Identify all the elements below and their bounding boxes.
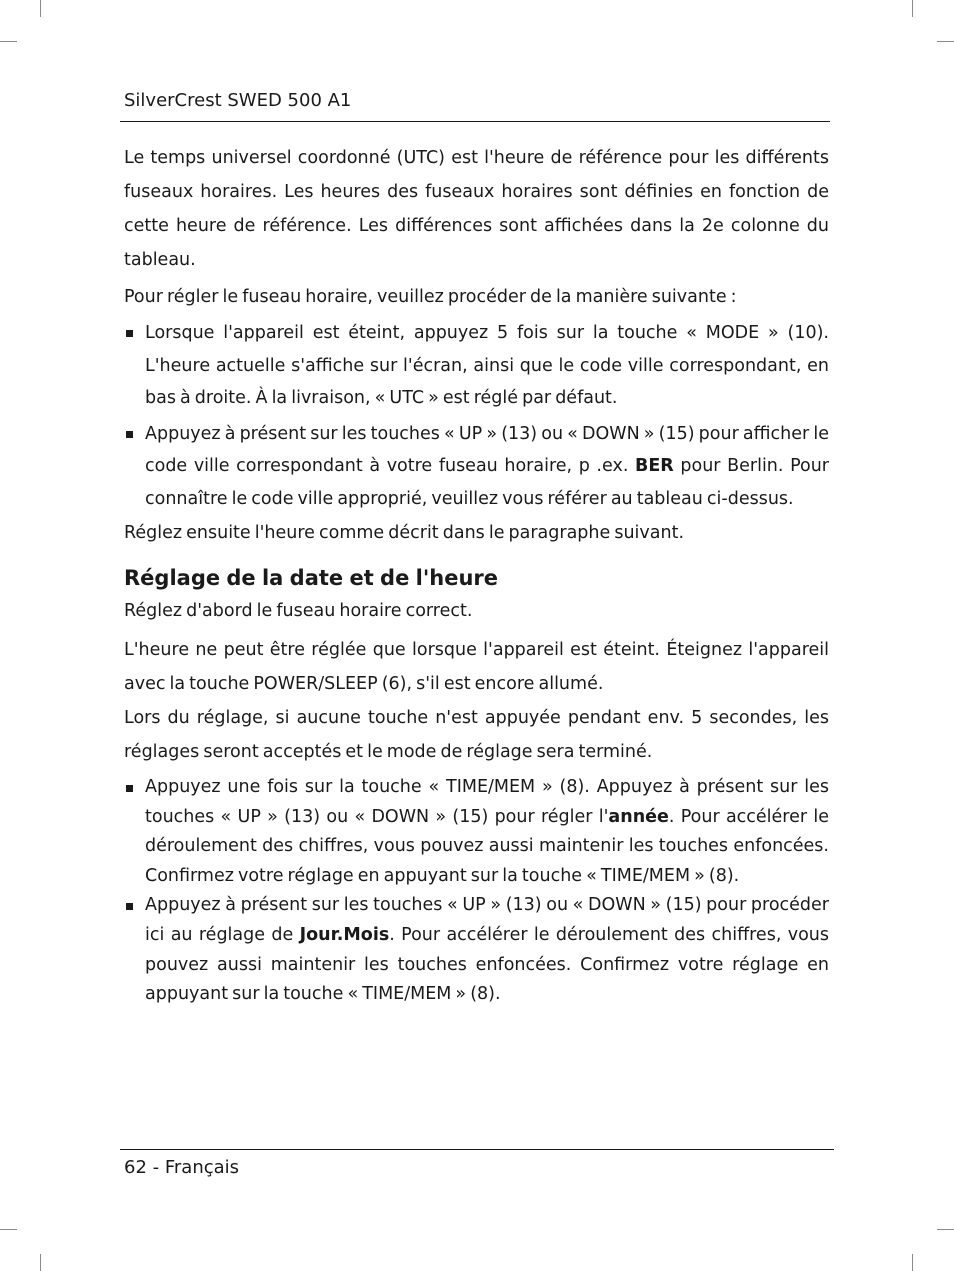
list-item-text: Appuyez à présent sur les touches « UP » (13) ou « DOWN » (15) pour procéder ici au réglage de — [145, 895, 829, 945]
crop-mark-top-right — [912, 0, 913, 17]
section-paragraph: L'heure ne peut être réglée que lorsque l'appareil est éteint. Éteignez l'appareil avec la touche POWER/SLEEP (6), s'il est encore allumé. — [124, 640, 829, 694]
timezone-steps-list — [124, 317, 829, 515]
list-item-text: . Pour accélérer le déroulement des chiffres, vous pouvez aussi maintenir les touches enfoncées. Confirmez votre réglage en appuyant sur la touche « TIME/MEM » (8). — [145, 924, 830, 1005]
bullet-square-icon — [126, 330, 133, 337]
crop-mark-left-lower — [0, 1229, 17, 1230]
page-header-title: SilverCrest SWED 500 A1 — [124, 90, 352, 111]
list-item — [124, 317, 829, 415]
page-body — [124, 141, 829, 1010]
crop-mark-right-upper — [937, 41, 954, 42]
crop-mark-left-upper — [0, 41, 17, 42]
bullet-square-icon — [126, 903, 133, 910]
list-item-text: Appuyez une fois sur la touche « TIME/MEM » (8). Appuyez à présent sur les touches « UP » (13) ou « DOWN » (15) pour régler l' — [145, 777, 829, 827]
list-item — [124, 891, 829, 1009]
list-item-text: . Pour accélérer le déroulement des chiffres, vous pouvez aussi maintenir les touches enfoncées. Confirmez votre réglage en appuyant sur la touche « TIME/MEM » (8). — [145, 806, 829, 886]
section-paragraph: Réglez d'abord le fuseau horaire correct. — [124, 601, 473, 621]
after-steps-paragraph: Réglez ensuite l'heure comme décrit dans le paragraphe suivant. — [124, 523, 685, 543]
list-item-text: Lorsque l'appareil est éteint, appuyez 5 fois sur la touche « MODE » (10). L'heure actuelle s'affiche sur l'écran, ainsi que le code ville correspondant, en bas à droite. À la livraison, « UTC » est réglé par défaut. — [145, 323, 829, 408]
list-item-text: pour Berlin. Pour connaître le code ville approprié, veuillez vous référer au tableau ci-dessus. — [145, 456, 829, 509]
bullet-square-icon — [126, 785, 133, 792]
header-rule — [120, 121, 830, 122]
day-month-emphasis: Jour.Mois — [299, 924, 390, 945]
section-paragraph: Lors du réglage, si aucune touche n'est appuyée pendant env. 5 secondes, les réglages seront acceptés et le mode de réglage sera terminé. — [124, 708, 829, 762]
procedure-intro: Pour régler le fuseau horaire, veuillez procéder de la manière suivante : — [124, 287, 737, 307]
date-time-steps-list — [124, 773, 829, 1010]
section-heading: Réglage de la date et de l'heure — [124, 566, 499, 590]
list-item — [124, 773, 829, 891]
crop-mark-top-left — [40, 0, 41, 17]
crop-mark-right-lower — [937, 1229, 954, 1230]
intro-paragraph: Le temps universel coordonné (UTC) est l'heure de référence pour les différents fuseaux horaires. Les heures des fuseaux horaires sont définies en fonction de cette heure de référence. Les différences sont affichées dans la 2e colonne du tableau. — [124, 148, 829, 270]
city-code-emphasis: BER — [635, 456, 674, 476]
footer-rule — [120, 1149, 834, 1150]
crop-mark-bottom-left — [40, 1254, 41, 1271]
list-item-text: Appuyez à présent sur les touches « UP » (13) ou « DOWN » (15) pour afficher le code ville correspondant à votre fuseau horaire, p .ex. — [145, 423, 829, 476]
crop-mark-bottom-right — [912, 1254, 913, 1271]
year-emphasis: année — [608, 806, 669, 827]
bullet-square-icon — [126, 431, 133, 438]
page-number: 62 - Français — [124, 1157, 240, 1178]
list-item — [124, 418, 829, 516]
